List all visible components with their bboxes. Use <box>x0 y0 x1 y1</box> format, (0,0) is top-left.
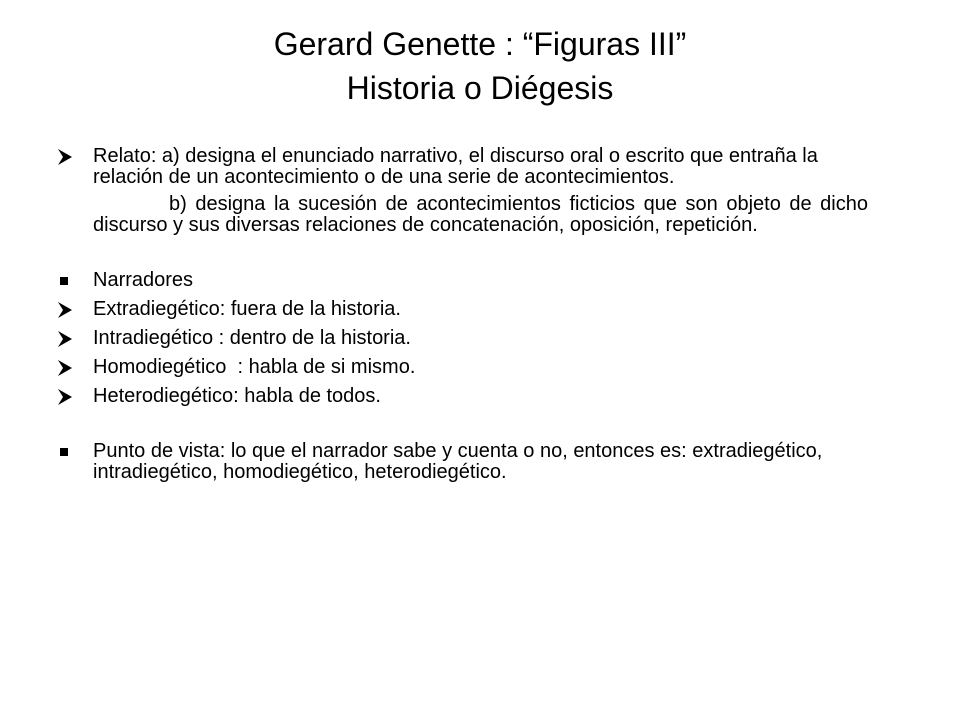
arrow-bullet-icon <box>56 386 76 407</box>
narrador-label: Extradiegético: fuera de la historia. <box>93 298 401 320</box>
slide-title <box>0 22 960 110</box>
narrador-item <box>56 328 868 349</box>
arrow-bullet-icon <box>56 299 76 320</box>
title-line-2: Historia o Diégesis <box>346 70 614 106</box>
arrow-bullet-icon <box>56 328 76 349</box>
punto-de-vista-text: Punto de vista: lo que el narrador sabe y cuenta o no, entonces es: extradiegético, intradiegético, homodiegético, heterodiegético. <box>93 440 823 483</box>
narrador-item <box>56 299 868 320</box>
narrador-label: Heterodiegético: habla de todos. <box>93 385 381 407</box>
relato-item <box>56 146 868 188</box>
narrador-label: Homodiegético : habla de si mismo. <box>93 356 416 378</box>
arrow-bullet-icon <box>56 357 76 378</box>
narradores-heading-item <box>56 270 868 291</box>
relato-definition-a: Relato: a) designa el enunciado narrativo, el discurso oral o escrito que entraña la relación de un acontecimiento o de una serie de acontecimientos. <box>93 145 818 188</box>
narrador-item <box>56 386 868 407</box>
slide-content <box>56 146 868 483</box>
relato-definition-b: b) designa la sucesión de acontecimientos ficticios que son objeto de dicho discurso y sus diversas relaciones de concatenación, oposición, repetición. <box>93 193 868 236</box>
narrador-label: Intradiegético : dentro de la historia. <box>93 327 411 349</box>
arrow-bullet-icon <box>56 146 76 167</box>
narrador-item <box>56 357 868 378</box>
narradores-heading: Narradores <box>93 269 194 291</box>
punto-de-vista-item <box>56 441 868 483</box>
square-bullet-icon <box>56 441 76 462</box>
title-line-1: Gerard Genette : “Figuras III” <box>273 26 687 62</box>
square-bullet-icon <box>56 270 76 291</box>
